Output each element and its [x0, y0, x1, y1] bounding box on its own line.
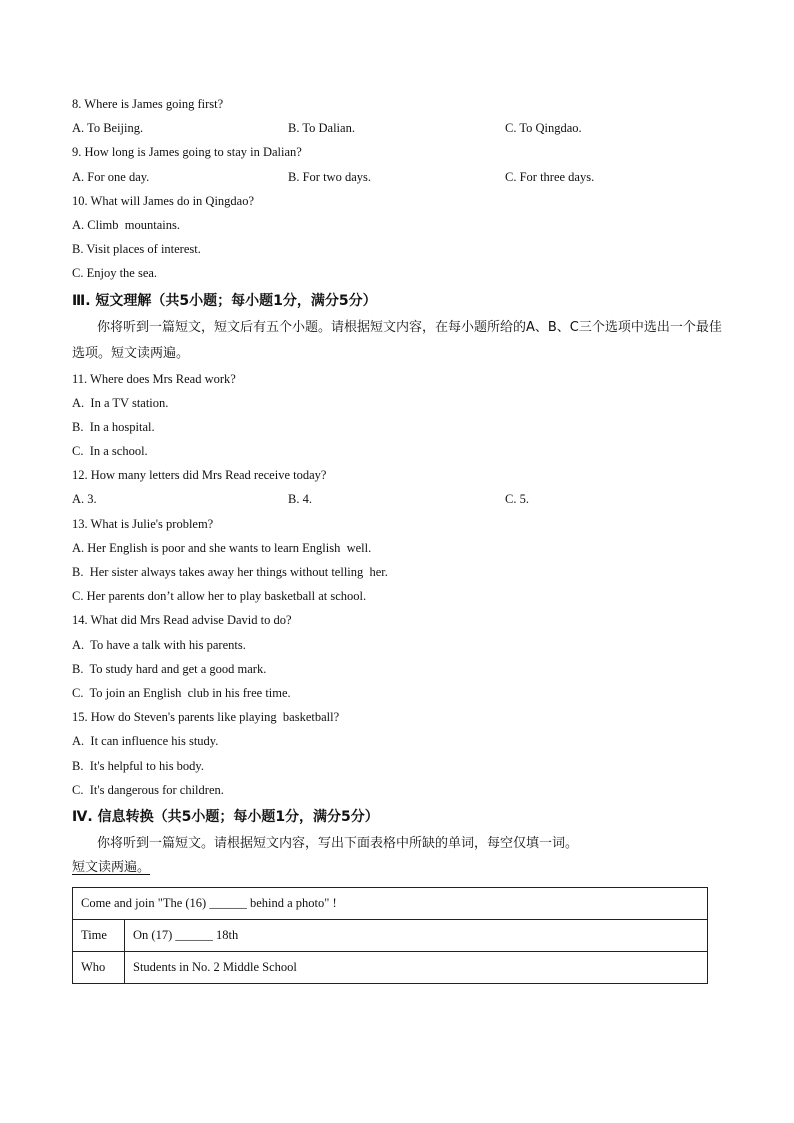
option-b: B. 4.: [288, 492, 312, 507]
option-b: B. To Dalian.: [288, 121, 355, 136]
question-12: 12. How many letters did Mrs Read receive today?: [72, 468, 327, 483]
question-8-options: [72, 116, 722, 140]
option-c: C. To join an English club in his free time.: [72, 685, 291, 700]
table-row-value: Students in No. 2 Middle School: [125, 951, 708, 983]
question-9: 9. How long is James going to stay in Dalian?: [72, 145, 302, 160]
option-c: C. In a school.: [72, 444, 148, 459]
question-12-options: [72, 487, 722, 511]
table-row: [73, 951, 708, 983]
question-14: 14. What did Mrs Read advise David to do?: [72, 613, 292, 628]
section-3-instruction: 你将听到一篇短文，短文后有五个小题。请根据短文内容，在每小题所给的A、B、C三个选项中选出一个最佳选项。短文读两遍。: [72, 319, 722, 361]
table-row-label: Who: [73, 951, 125, 983]
table-header-cell: Come and join "The (16) ______ behind a photo" !: [73, 887, 708, 919]
option-c: C. Her parents don’t allow her to play basketball at school.: [72, 589, 367, 604]
option-a: A. To have a talk with his parents.: [72, 637, 246, 652]
section-3-title: Ⅲ. 短文理解（共5小题；每小题1分，满分5分）: [72, 292, 377, 309]
option-b: B. It's helpful to his body.: [72, 758, 204, 773]
question-10: 10. What will James do in Qingdao?: [72, 193, 255, 208]
option-c: C. 5.: [505, 492, 529, 507]
option-b: B. Her sister always takes away her things without telling her.: [72, 565, 388, 579]
option-a: A. To Beijing.: [72, 121, 144, 136]
option-c: C. It's dangerous for children.: [72, 782, 224, 797]
option-a: A. Her English is poor and she wants to learn English well.: [72, 540, 372, 555]
option-a: A. In a TV station.: [72, 395, 169, 410]
table-header-row: [73, 887, 708, 919]
table-row: [73, 919, 708, 951]
table-row-label: Time: [73, 919, 125, 951]
question-13: 13. What is Julie's problem?: [72, 516, 214, 531]
table-row-value: On (17) ______ 18th: [125, 919, 708, 951]
option-a: A. It can influence his study.: [72, 734, 219, 749]
option-b: B. Visit places of interest.: [72, 242, 201, 257]
option-c: C. Enjoy the sea.: [72, 266, 158, 281]
question-11: 11. Where does Mrs Read work?: [72, 371, 236, 386]
info-table: [72, 887, 708, 984]
exam-page: [72, 92, 722, 984]
option-c: C. To Qingdao.: [505, 121, 582, 136]
option-b: B. To study hard and get a good mark.: [72, 661, 267, 676]
question-9-options: [72, 165, 722, 189]
section-4-instruction: 你将听到一篇短文。请根据短文内容，写出下面表格中所缺的单词，每空仅填一词。: [97, 835, 579, 851]
option-a: A. For one day.: [72, 169, 150, 184]
option-b: B. In a hospital.: [72, 419, 155, 434]
section-4-title: Ⅳ. 信息转换（共5小题；每小题1分，满分5分）: [72, 808, 379, 825]
question-15: 15. How do Steven's parents like playing basketball?: [72, 710, 340, 725]
option-a: A. 3.: [72, 492, 97, 507]
option-a: A. Climb mountains.: [72, 217, 180, 232]
option-c: C. For three days.: [505, 169, 595, 184]
option-b: B. For two days.: [288, 169, 371, 184]
question-8: 8. Where is James going first?: [72, 97, 224, 111]
section-4-repeat-note: 短文读两遍。: [72, 859, 151, 875]
